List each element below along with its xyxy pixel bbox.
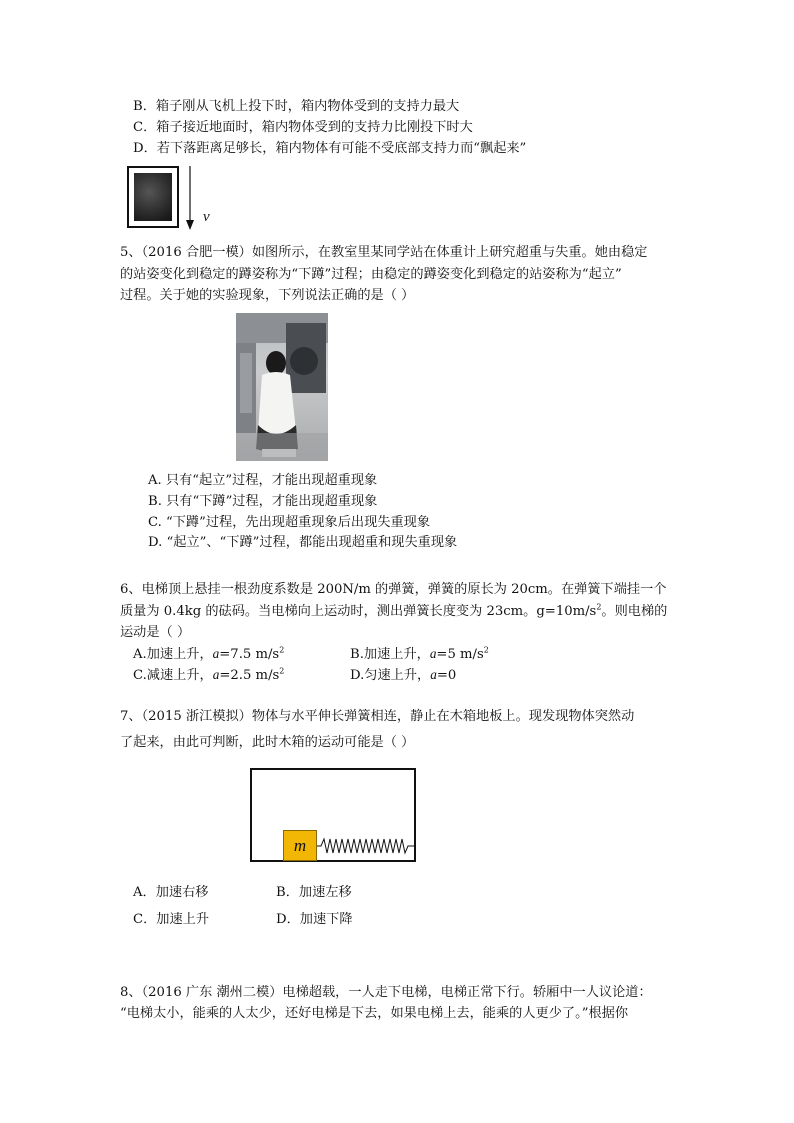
velocity-label: v: [203, 209, 210, 225]
box-content: [134, 173, 172, 221]
q5-option-b: B. 只有“下蹲”过程，才能出现超重现象: [148, 494, 378, 509]
q5-option-d: D. “起立”、“下蹲”过程，都能出现超重和现失重现象: [148, 535, 458, 550]
velocity-arrow-icon: [184, 164, 196, 232]
q7-option-d: D．加速下降: [276, 912, 353, 927]
q5-line-3: 过程。关于她的实验现象，下列说法正确的是（ ）: [120, 288, 415, 303]
q6-line-3: 运动是（ ）: [120, 625, 191, 640]
q7-line-2: 了起来，由此可判断，此时木箱的运动可能是（ ）: [120, 735, 415, 750]
q6-option-a: A.加速上升，a=7.5 $m/s^2$: [133, 645, 285, 662]
q5-line-2: 的站姿变化到稳定的蹲姿称为“下蹲”过程；由稳定的蹲姿变化到稳定的站姿称为“起立”: [120, 267, 622, 282]
q4-option-b: B．箱子刚从飞机上投下时，箱内物体受到的支持力最大: [133, 99, 460, 114]
q5-option-a: A. 只有“起立”过程，才能出现超重现象: [148, 473, 378, 488]
q7-line-1: 7、（2015 浙江模拟）物体与水平伸长弹簧相连，静止在木箱地板上。现发现物体突然动: [120, 709, 635, 724]
q8-line-1: 8、（2016 广东 潮州二模）电梯超载，一人走下电梯，电梯正常下行。轿厢中一人议论道：: [120, 985, 652, 1000]
q6-option-b: B.加速上升，a=5 $m/s^2$: [350, 645, 489, 662]
spring-icon: [317, 836, 415, 856]
q5-option-c: C. “下蹲”过程，先出现超重现象后出现失重现象: [148, 515, 431, 530]
q8-line-2: “电梯太小，能乘的人太少，还好电梯是下去，如果电梯上去，能乘的人更少了。”根据你: [120, 1006, 629, 1021]
q6-option-d: D.匀速上升，a=0: [350, 667, 457, 683]
falling-box-figure: [127, 166, 179, 228]
q7-option-c: C．加速上升: [133, 912, 210, 927]
q6-line-1: 6、电梯顶上悬挂一根劲度系数是 200N/m 的弹簧，弹簧的原长为 20cm。在弹簧下端挂一个: [120, 582, 667, 597]
q7-option-a: A．加速右移: [133, 885, 209, 900]
mass-block: m: [283, 830, 317, 861]
q4-option-d: D．若下落距离足够长，箱内物体有可能不受底部支持力而“飘起来”: [133, 141, 527, 156]
squatting-girl-photo: [236, 313, 328, 461]
q5-line-1: 5、（2016 合肥一模）如图所示，在教室里某同学站在体重计上研究超重与失重。她由稳定: [120, 245, 648, 260]
q6-line-2: 质量为 0.4kg 的砝码。当电梯向上运动时，测出弹簧长度变为 23cm。$g=10m/s^2$。则电梯的: [120, 602, 668, 619]
q4-option-c: C．箱子接近地面时，箱内物体受到的支持力比刚投下时大: [133, 120, 473, 135]
q7-option-b: B．加速左移: [276, 885, 352, 900]
q6-option-c: C.减速上升，a=2.5 $m/s^2$: [133, 666, 285, 683]
